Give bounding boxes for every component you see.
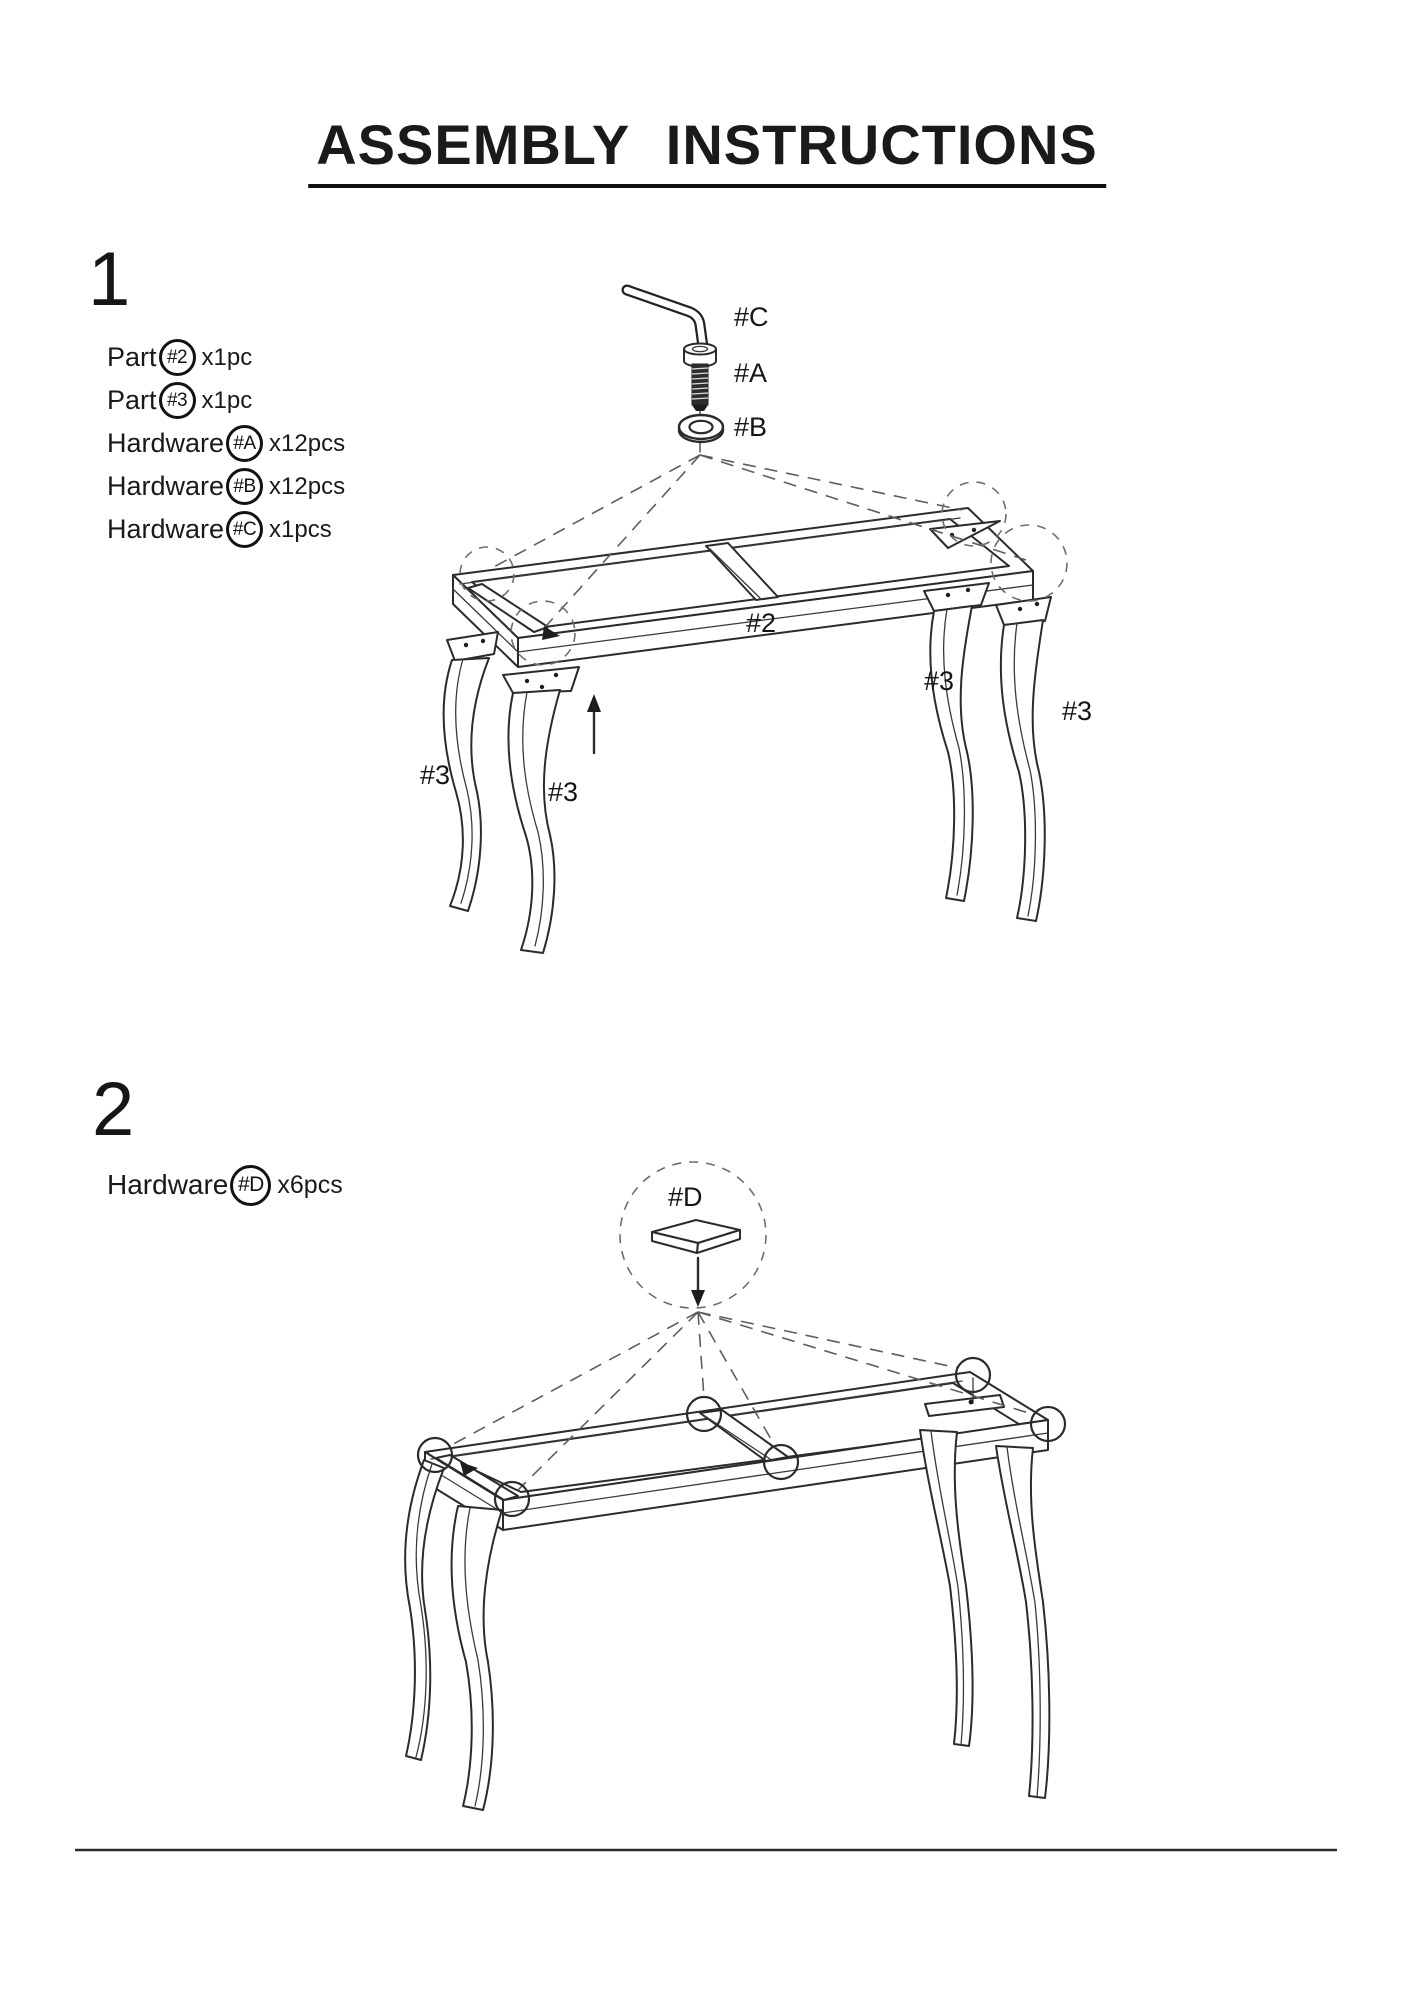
label-leg: #3 bbox=[548, 777, 579, 807]
part-tag-badge: #2 bbox=[159, 339, 196, 376]
part-label: Part bbox=[107, 385, 157, 415]
part-count: x12pcs bbox=[269, 472, 346, 500]
label-leg: #3 bbox=[420, 760, 451, 790]
parts-list-item bbox=[107, 465, 345, 508]
part-label: Hardware bbox=[107, 514, 225, 544]
part-tag-badge: #D bbox=[230, 1165, 271, 1206]
part-tag-badge: #3 bbox=[159, 382, 196, 419]
part-tag-badge: #C bbox=[226, 511, 263, 548]
step1-parts-list bbox=[107, 336, 345, 551]
label-leg: #3 bbox=[1062, 696, 1093, 726]
parts-list-item bbox=[107, 422, 345, 465]
part-label: Hardware bbox=[107, 471, 225, 501]
parts-list-item bbox=[107, 336, 345, 379]
step2-number: 2 bbox=[92, 1067, 135, 1152]
up-arrow-icon bbox=[587, 694, 601, 753]
label-washer: #B bbox=[734, 412, 768, 442]
allen-key-icon bbox=[627, 290, 703, 347]
part-count: x1pc bbox=[201, 343, 253, 371]
label-leg: #3 bbox=[924, 666, 955, 696]
step2-diagram bbox=[405, 1162, 1065, 1810]
part-count: x1pcs bbox=[269, 515, 332, 543]
parts-list-item bbox=[107, 508, 345, 551]
label-allen-key: #C bbox=[734, 302, 769, 332]
part-tag-badge: #B bbox=[226, 468, 263, 505]
step2-parts-list bbox=[107, 1160, 343, 1210]
part-count: x1pc bbox=[201, 386, 253, 414]
label-pad: #D bbox=[668, 1182, 703, 1212]
parts-list-item bbox=[107, 379, 345, 422]
label-bolt: #A bbox=[734, 358, 768, 388]
part-label: Hardware bbox=[107, 428, 225, 458]
part-count: x6pcs bbox=[277, 1170, 343, 1199]
label-frame: #2 bbox=[746, 608, 777, 638]
parts-list-item bbox=[107, 1160, 343, 1210]
part-tag-badge: #A bbox=[226, 425, 263, 462]
part-label: Hardware bbox=[107, 1169, 229, 1200]
part-count: x12pcs bbox=[269, 429, 346, 457]
down-arrow-icon bbox=[691, 1258, 705, 1307]
washer-icon bbox=[679, 415, 723, 442]
step1-number: 1 bbox=[88, 237, 131, 322]
part-label: Part bbox=[107, 342, 157, 372]
page-title: ASSEMBLY INSTRUCTIONS bbox=[308, 112, 1106, 188]
